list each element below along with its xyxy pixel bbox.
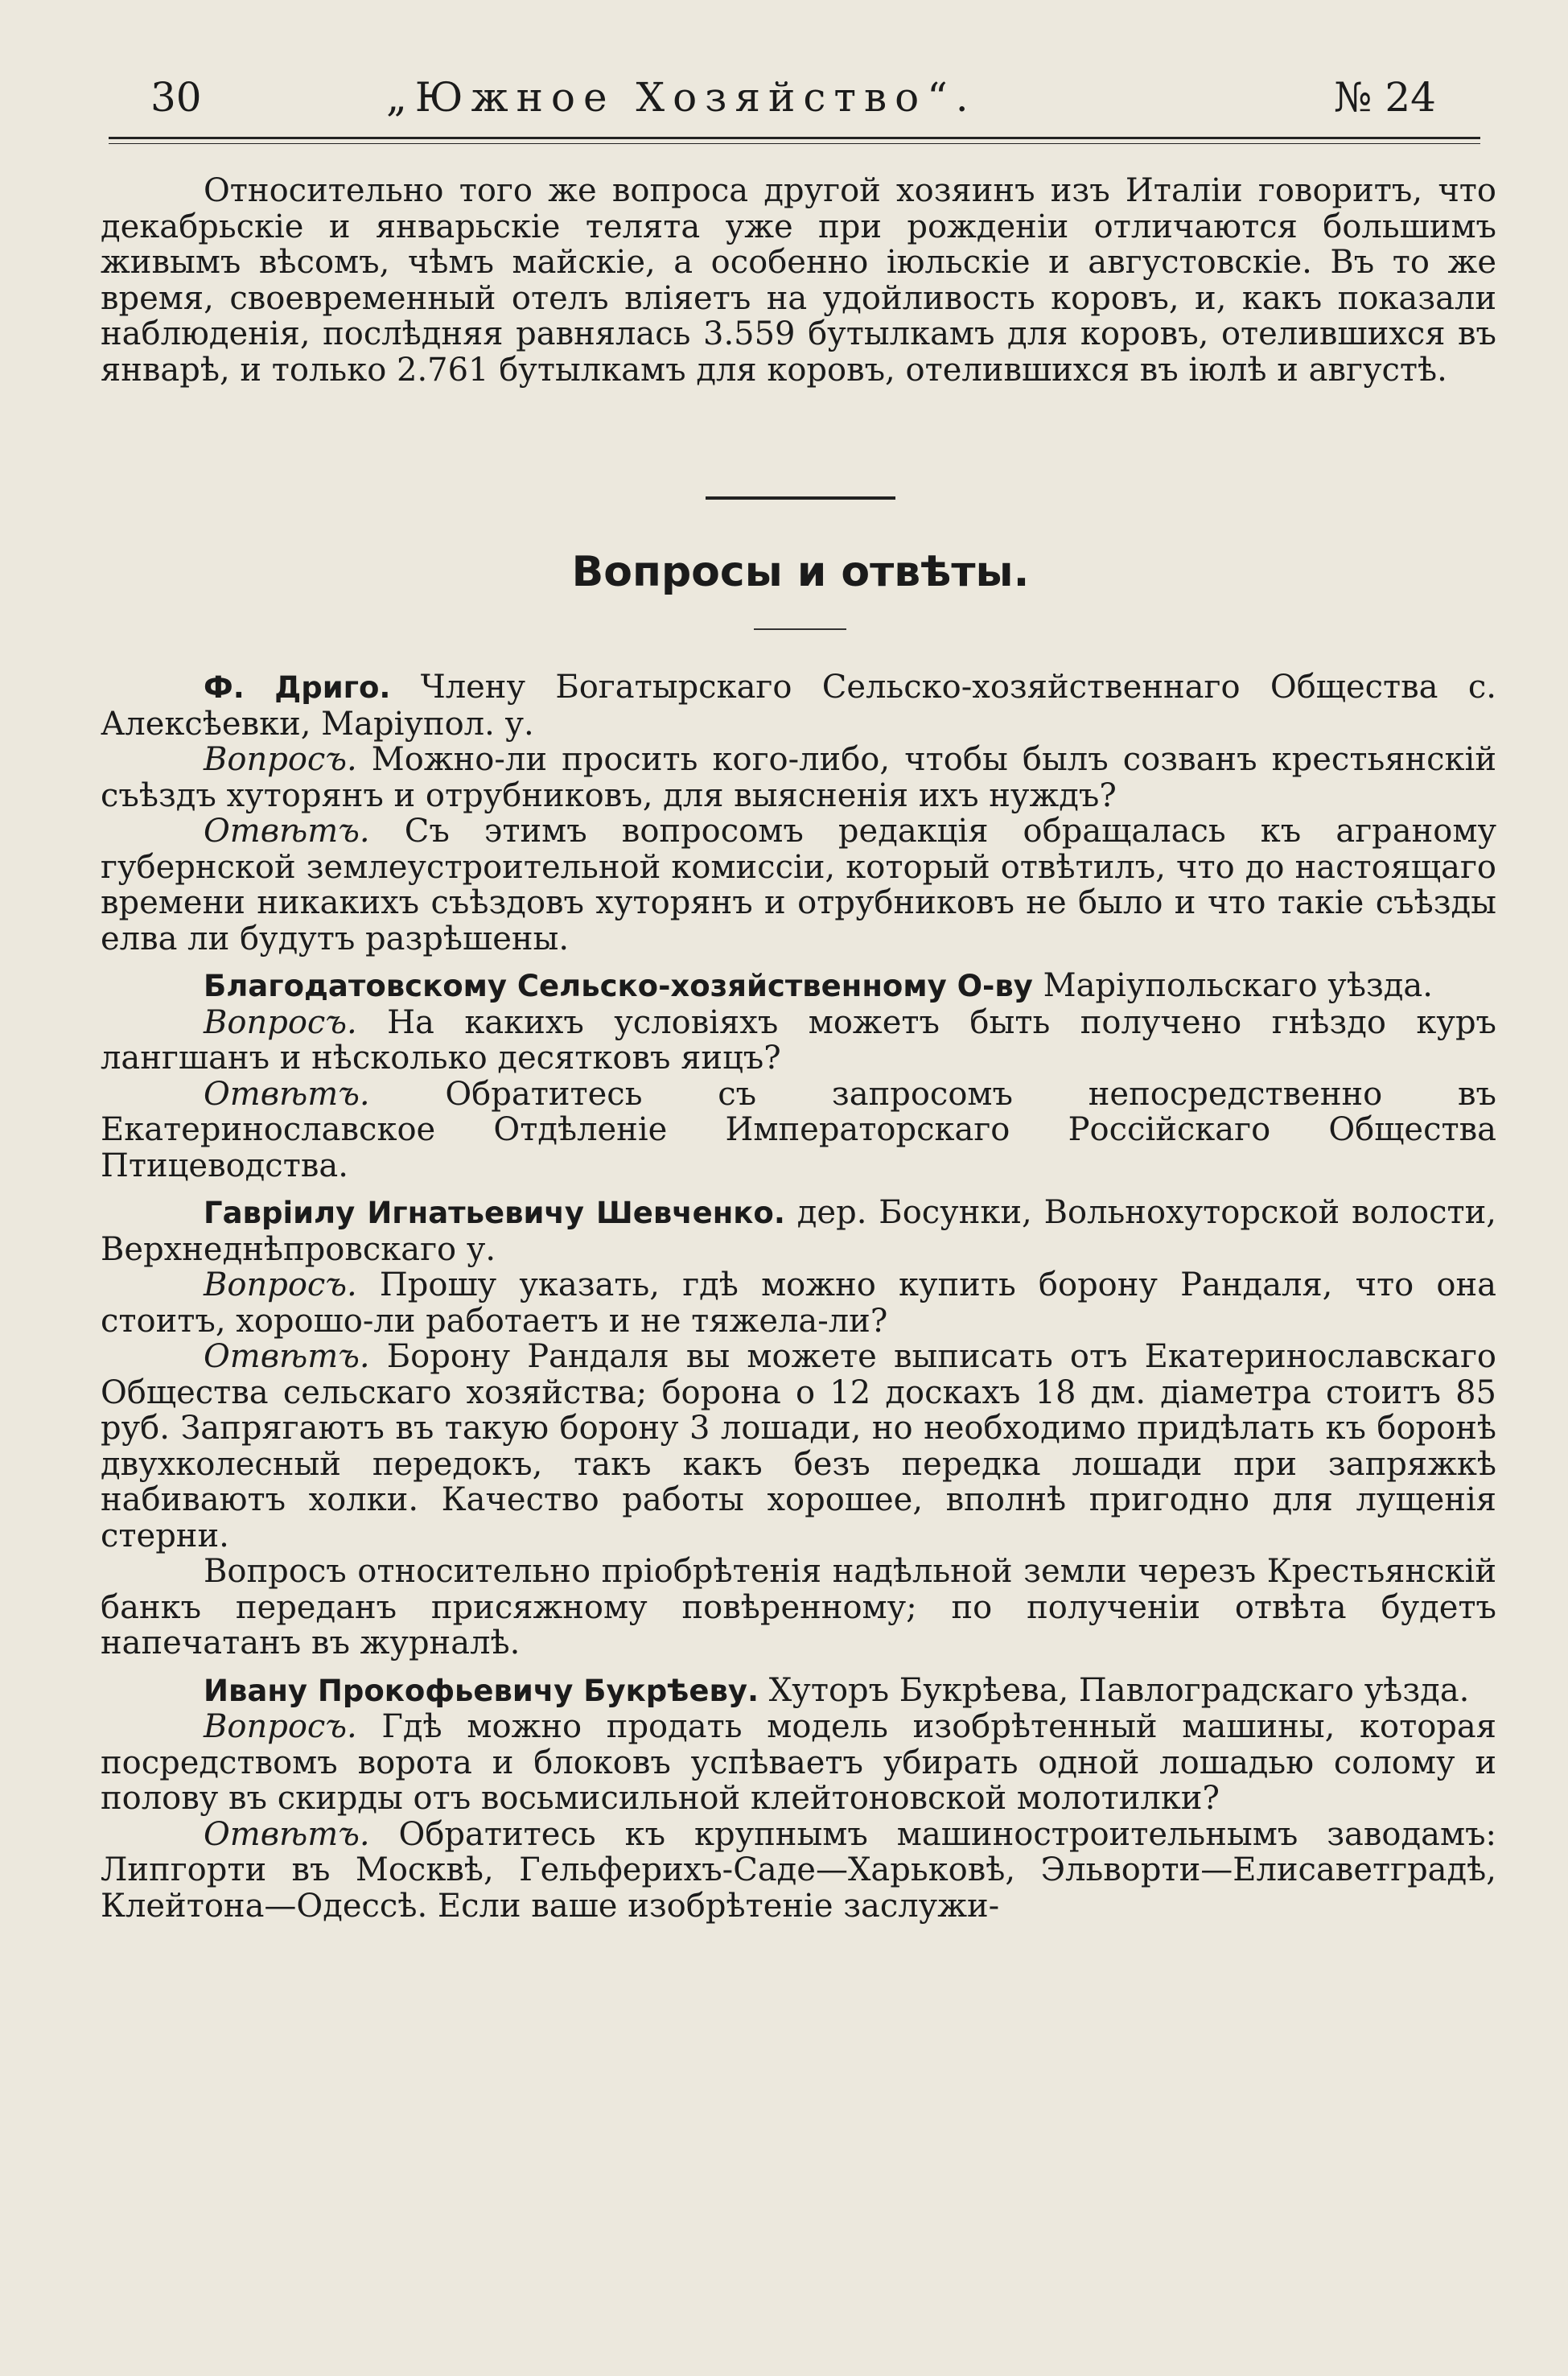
question-label: Вопросъ. [204, 1708, 357, 1745]
header-rule-thick [109, 137, 1480, 139]
answer-label: Отвѣтъ. [204, 1338, 370, 1375]
entry-heading [101, 1673, 1496, 1710]
answer-label: Отвѣтъ. [204, 1075, 370, 1113]
question-line [101, 1005, 1496, 1077]
qa-entry [101, 1673, 1496, 1925]
addressee-details: Хуторъ Букрѣева, Павлоградскаго уѣзда. [759, 1671, 1470, 1709]
addressee-details: Члену Богатырскаго Сельско-хозяйственнаго Общества с. Алексѣевки, Маріупол. у. [101, 669, 1496, 743]
intro-paragraph: Относительно того же вопроса другой хозяинъ изъ Италіи говоритъ, что декабрьскіе и январьскіе телята уже при рожденіи отличаются большимъ живымъ вѣсомъ, чѣмъ майскіе, а особенно іюльскіе и августовскіе. Въ то же время, своевременный отелъ вліяетъ на удойливость коровъ, и, какъ показали наблюденія, послѣдняя равнялась 3.559 бутылкамъ для коровъ, отелившихся въ январѣ, и только 2.761 бутылкамъ для коровъ, отелившихся въ іюлѣ и августѣ. [101, 172, 1496, 389]
answer-line [101, 813, 1496, 957]
qa-entry [101, 669, 1496, 957]
answer-line [101, 1339, 1496, 1554]
page-header [109, 66, 1436, 138]
extra-note: Вопросъ относительно пріобрѣтенія надѣльной земли черезъ Крестьянскій банкъ переданъ присяжному повѣренному; по полученіи отвѣта будетъ напечатанъ въ журналѣ. [101, 1553, 1496, 1662]
section-divider [706, 496, 895, 500]
question-label: Вопросъ. [204, 1266, 357, 1303]
answer-text: Съ этимъ вопросомъ редакція обращалась къ аграному губернской землеустроительной комиссіи, который отвѣтилъ, что до настоящаго времени никакихъ съѣздовъ хуторянъ и отрубниковъ не было и что такіе съѣзды елва ли будутъ разрѣшены. [101, 813, 1496, 957]
title-underline [754, 628, 846, 630]
addressee: Гавріилу Игнатьевичу Шевченко. [204, 1196, 785, 1230]
addressee-details: дер. Босунки, Вольнохуторской волости, Верхнеднѣпровскаго у. [101, 1194, 1496, 1268]
question-line [101, 742, 1496, 813]
addressee: Ивану Прокофьевичу Букрѣеву. [204, 1673, 759, 1708]
question-text: Прошу указать, гдѣ можно купить борону Рандаля, что она стоитъ, хорошо-ли работаетъ и не тяжела-ли? [101, 1266, 1496, 1340]
question-text: Гдѣ можно продать модель изобрѣтенный машины, которая посредствомъ ворота и блоковъ успѣваетъ убирать одной лошадью солому и полову въ скирды отъ восьмисильной клейтоновской молотилки? [101, 1708, 1496, 1817]
addressee-details: Маріупольскаго уѣзда. [1032, 967, 1433, 1004]
question-text: Можно-ли просить кого-либо, чтобы былъ созванъ крестьянскій съѣздъ хуторянъ и отрубниковъ, для выясненія ихъ нуждъ? [101, 741, 1496, 814]
answer-line [101, 1817, 1496, 1925]
addressee: Ф. Дриго. [204, 670, 391, 705]
section-title: Вопросы и отвѣты. [571, 548, 1030, 596]
question-label: Вопросъ. [204, 741, 357, 778]
issue-number: № 24 [1334, 74, 1436, 121]
answer-label: Отвѣтъ. [204, 813, 370, 850]
qa-section [101, 669, 1496, 1924]
entry-heading [101, 669, 1496, 742]
answer-text: Борону Рандаля вы можете выписать отъ Екатеринославскаго Общества сельскаго хозяйства; борона о 12 доскахъ 18 дм. діаметра стоитъ 85 руб. Запрягаютъ въ такую борону 3 лошади, но необходимо придѣлать къ боронѣ двухколесный передокъ, такъ какъ безъ передка лошади при запряжкѣ набиваютъ холки. Качество работы хорошее, вполнѣ пригодно для лущенія стерни. [101, 1338, 1496, 1554]
header-rule-thin [109, 143, 1480, 144]
question-line [101, 1267, 1496, 1339]
question-line [101, 1709, 1496, 1817]
answer-label: Отвѣтъ. [204, 1815, 370, 1853]
journal-title: „Южное Хозяйство“. [386, 74, 977, 121]
intro-block [101, 173, 1496, 388]
addressee: Благодатовскому Сельско-хозяйственному О-ву [204, 969, 1033, 1003]
qa-entry [101, 968, 1496, 1184]
entry-heading [101, 1195, 1496, 1267]
question-label: Вопросъ. [204, 1003, 357, 1041]
question-text: На какихъ условіяхъ можетъ быть получено гнѣздо куръ лангшанъ и нѣсколько десятковъ яицъ? [101, 1003, 1496, 1077]
answer-text: Обратитесь съ запросомъ непосредственно въ Екатеринославское Отдѣленіе Императорскаго Россійскаго Общества Птицеводства. [101, 1075, 1496, 1184]
entry-heading [101, 968, 1496, 1005]
answer-line [101, 1077, 1496, 1184]
qa-entry [101, 1195, 1496, 1662]
page-number: 30 [150, 74, 202, 121]
answer-text: Обратитесь къ крупнымъ машиностроительнымъ заводамъ: Липгорти въ Москвѣ, Гельферихъ-Саде—Харьковѣ, Эльворти—Елисаветградѣ, Клейтона—Одессѣ. Если ваше изобрѣтеніе заслужи- [101, 1815, 1496, 1925]
